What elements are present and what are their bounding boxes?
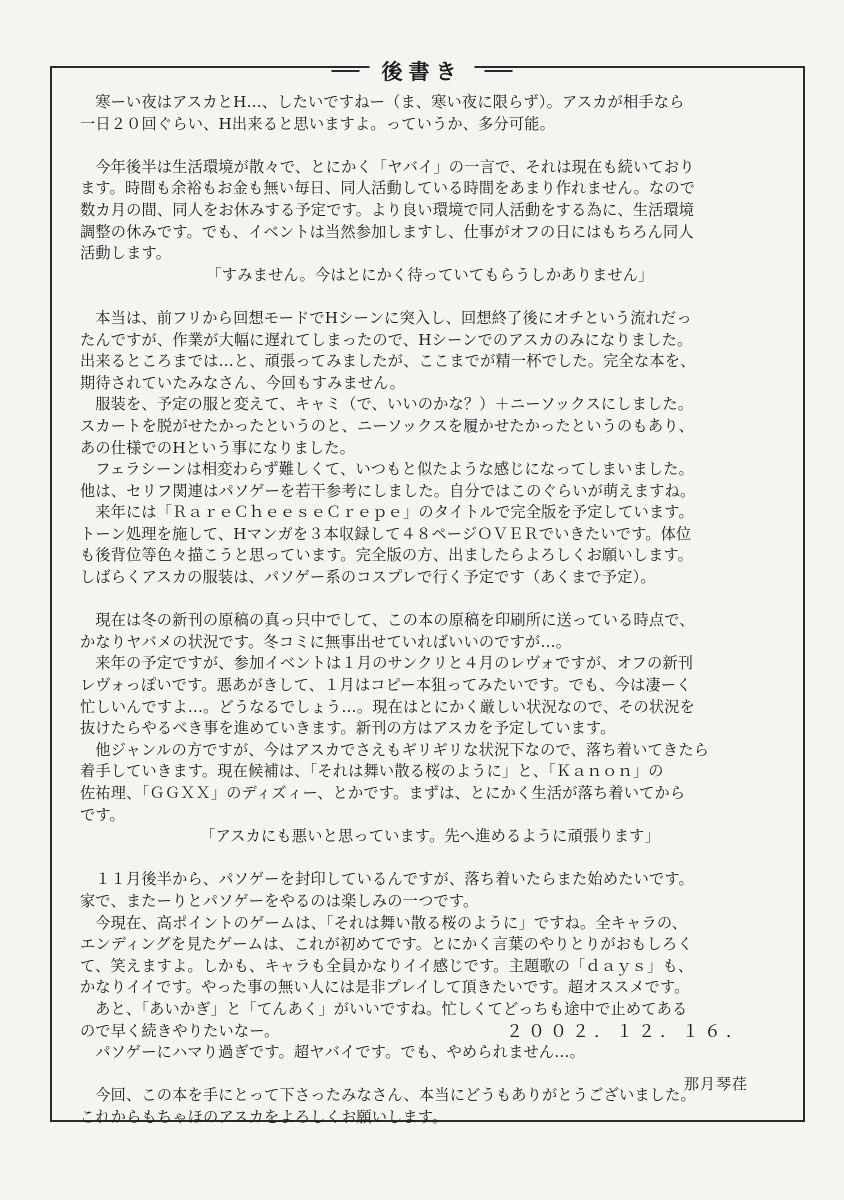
section-gap (80, 286, 780, 308)
paragraph: 服装を、予定の服と変えて、キャミ（で、いいのかな？）＋ニーソックスにしました。 スカートを脱がせたかったというのと、ニーソックスを履かせたかったというのもあり、 あの仕様でのHという事になりました。 (80, 395, 694, 457)
paragraph: １１月後半から、パソゲーを封印しているんですが、落ち着いたらまた始めたいです。 家で、またーりとパソゲーをやるのは楽しみの一つです。 (80, 870, 694, 910)
paragraph: 来年の予定ですが、参加イベントは１月のサンクリと４月のレヴォですが、オフの新刊 レヴォっぽいです。悪あがきして、１月はコピー本狙ってみたいです。でも、今は凄ーく 忙しいんですよ…。どうなるでしょう…。現在はとにかく厳しい状況なので、その状況を 抜けたらやるべき事を進めていきます。新刊の方はアスカを予定しています。 (80, 654, 696, 738)
section-gap (80, 848, 780, 870)
section-gap (80, 1064, 780, 1086)
paragraph: 本当は、前フリから回想モードでHシーンに突入し、回想終了後にオチという流れだっ たんですが、作業が大幅に遅れてしまったので、Hシーンでのアスカのみになりました。 出来るところまでは…と、頑張ってみましたが、ここまでが精一杯でした。完全な本を、 期待されていたみなさん、今回もすみません。 (80, 308, 696, 392)
page-title: 後書き (370, 56, 475, 86)
paragraph: あと、「あいかぎ」と「てんあく」がいいですね。忙しくてどっちも途中で止めてある ので早く続きやりたいなー。 (80, 999, 688, 1040)
date: ２００２．１２．１６． (506, 1022, 748, 1042)
paragraph: 今回、この本を手にとって下さったみなさん、本当にどうもありがとうございました。 これからもちゃほのアスカをよろしくお願いします。 (80, 1086, 696, 1126)
paragraph: フェラシーンは相変わらず難しくて、いつもと似たような感じになってしまいました。 他は、セリフ関連はパソゲーを若干参考にしました。自分ではこのぐらいが萌えますね。 (80, 460, 696, 500)
quote-line: 「アスカにも悪いと思っています。先へ進めるように頑張ります」 (200, 827, 660, 846)
paragraph: パソゲーにハマり過ぎです。超ヤバイです。でも、やめられません…。 (95, 1043, 586, 1062)
author-signature: 那月琴荏 (683, 1075, 748, 1093)
title-dash-right (485, 70, 513, 72)
afterword-body (80, 92, 780, 1129)
section-gap (80, 135, 780, 157)
paragraph: 今年後半は生活環境が散々で、とにかく「ヤバイ」の一言で、それは現在も続いており ます。時間も余裕もお金も無い毎日、同人活動している時間をあまり作れません。なので 数カ月の間、同人をお休みする予定です。より良い環境で同人活動をする為に、生活環境 調整の休みです。でも、イベントは当然参加しますし、仕事がオフの日にはもちろん同人 活動します。 (80, 157, 696, 263)
paragraph: 寒ーい夜はアスカとH…、したいですねー（ま、寒い夜に限らず）。アスカが相手なら 一日２０回ぐらい、H出来ると思いますよ。っていうか、多分可能。 (80, 93, 685, 133)
section-gap (80, 589, 780, 611)
paragraph: 今現在、高ポイントのゲームは、「それは舞い散る桜のように」ですね。全キャラの、 エンディングを見たゲームは、これが初めてです。とにかく言葉のやりとりがおもしろく て、笑えますよ。しかも、キャラも全員かなりイイ感じです。主題歌の「ｄａｙｓ」も、 かなりイイです。やった事の無い人には是非プレイして頂きたいです。超オススメです。 (80, 913, 694, 997)
paragraph: 来年には「ＲａｒｅＣｈｅｅｓｅＣｒｅｐｅ」のタイトルで完全版を予定しています。 トーン処理を施して、Hマンガを３本収録して４８ページＯＶＥＲでいきたいです。体位 も後背位等色々描こうと思っています。完全版の方、出ましたらよろしくお願いします。 しばらくアスカの服装は、パソゲー系のコスプレで行く予定です（あくまで予定）。 (80, 503, 694, 587)
paragraph: 他ジャンルの方ですが、今はアスカでさえもギリギリな状況下なので、落ち着いてきたら 着手していきます。現在候補は、「それは舞い散る桜のように」と、「Ｋａｎｏｎ」の 佐祐理、「ＧＧＸＸ」のディズィー、とかです。まずは、とにかく生活が落ち着いてから です。 (80, 740, 710, 824)
title-banner (332, 56, 513, 86)
title-dash-left (332, 70, 360, 72)
paragraph: 現在は冬の新刊の原稿の真っ只中でして、この本の原稿を印刷所に送っている時点で、 かなりヤバメの状況です。冬コミに無事出せていればいいのですが…。 (80, 611, 695, 651)
quote-line: 「すみません。今はとにかく待っていてもらうしかありません」 (206, 265, 654, 284)
